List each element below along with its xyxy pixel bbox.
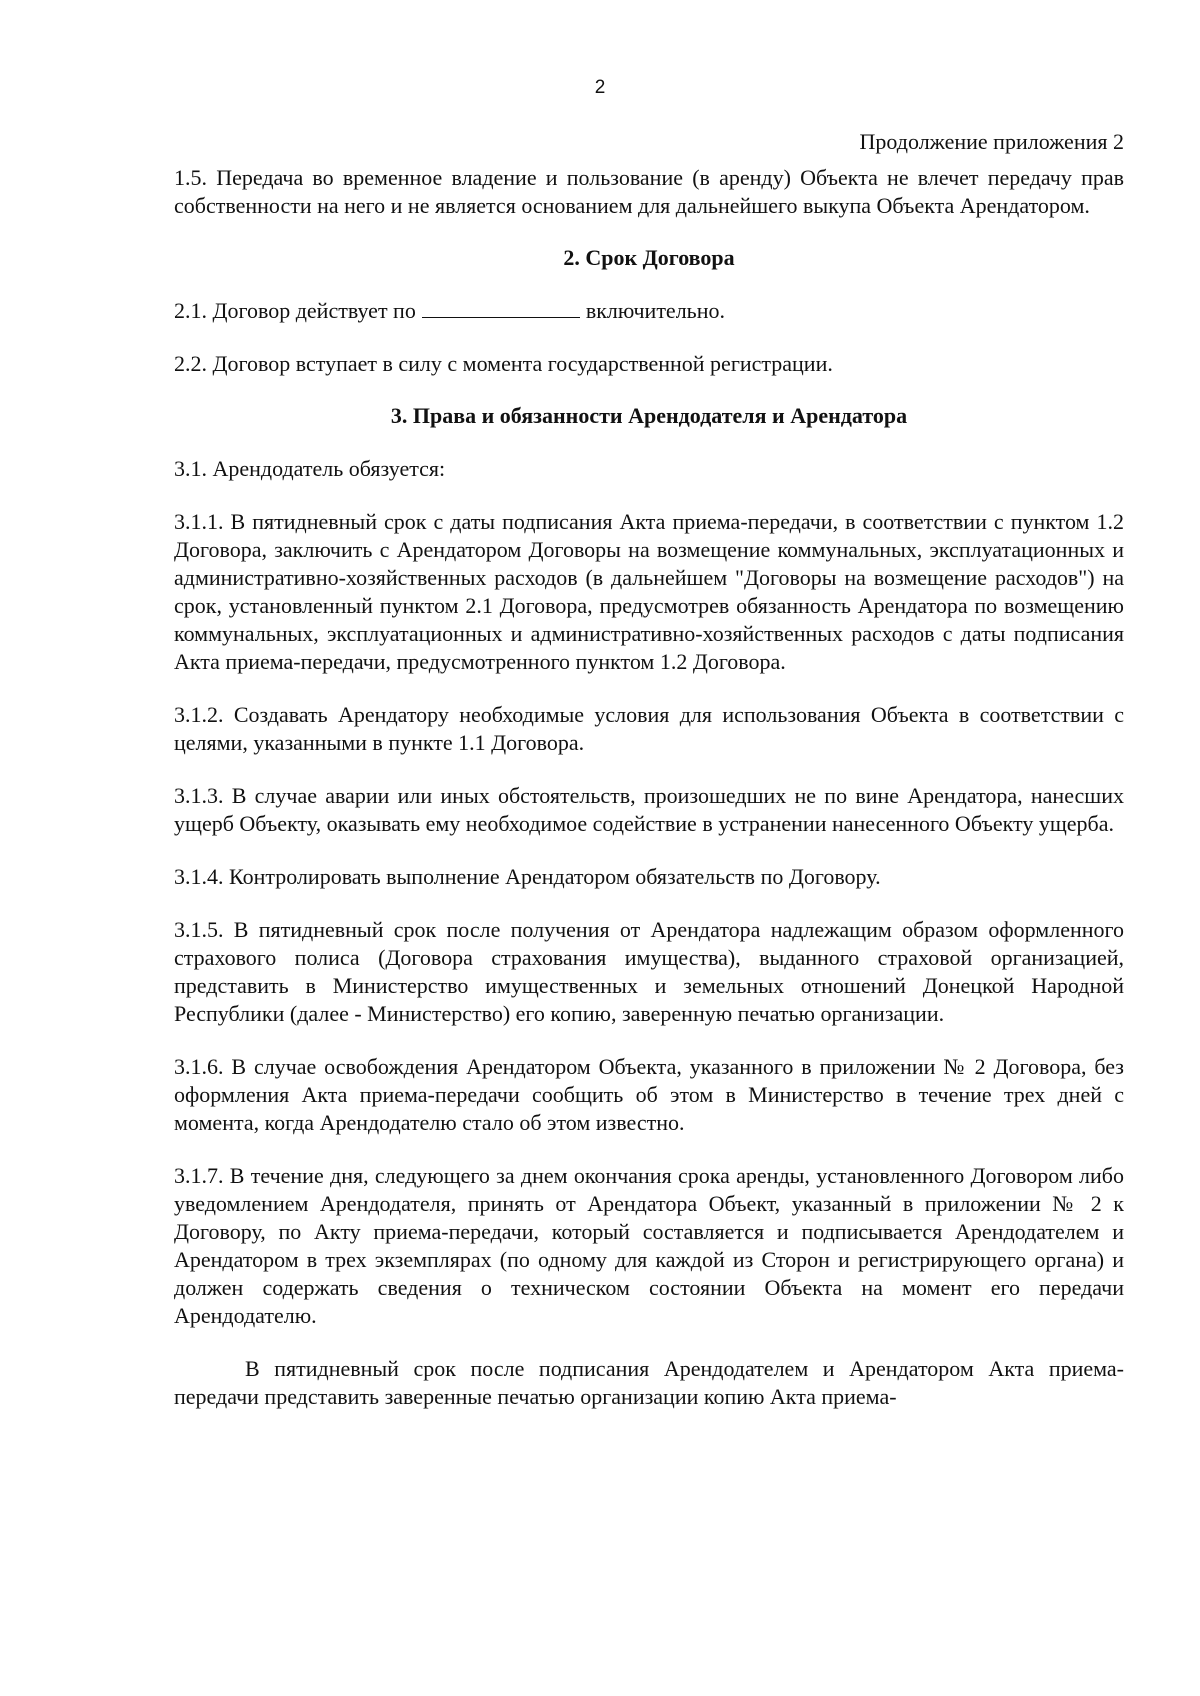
clause-1-5: 1.5. Передача во временное владение и пользование (в аренду) Объекта не влечет передачу прав собственности на него и не является основанием для дальнейшего выкупа Объекта Арендатором.	[174, 165, 1124, 218]
section-2-heading: 2. Срок Договора	[563, 245, 735, 270]
clause-2-1	[174, 297, 1124, 325]
clause-2-2: 2.2. Договор вступает в силу с момента государственной регистрации.	[174, 351, 833, 376]
clause-2-1-suffix: включительно.	[585, 298, 725, 323]
page-number: 2	[594, 77, 606, 98]
clause-3-1-1: 3.1.1. В пятидневный срок с даты подписания Акта приема-передачи, в соответствии с пунктом 1.2 Договора, заключить с Арендатором Договоры на возмещение коммунальных, эксплуатационных и административно-хозяйственных расходов (в дальнейшем "Договоры на возмещение расходов") на срок, установленный пунктом 2.1 Договора, предусмотрев обязанность Арендатора по возмещению коммунальных, эксплуатационных и административно-хозяйственных расходов с даты подписания Акта приема-передачи, предусмотренного пунктом 1.2 Договора.	[174, 509, 1124, 674]
clause-3-1-7-continuation: В пятидневный срок после подписания Арендодателем и Арендатором Акта приема-передачи представить заверенные печатью организации копию Акта приема-	[174, 1356, 1124, 1409]
clause-3-1-7: 3.1.7. В течение дня, следующего за днем окончания срока аренды, установленного Договором либо уведомлением Арендодателя, принять от Арендатора Объект, указанный в приложении № 2 к Договору, по Акту приема-передачи, который составляется и подписывается Арендодателем и Арендатором в трех экземплярах (по одному для каждой из Сторон и регистрирующего органа) и должен содержать сведения о техническом состоянии Объекта на момент его передачи Арендодателю.	[174, 1163, 1124, 1328]
clause-3-1-6: 3.1.6. В случае освобождения Арендатором Объекта, указанного в приложении № 2 Договора, без оформления Акта приема-передачи сообщить об этом в Министерство в течение трех дней с момента, когда Арендодателю стало об этом известно.	[174, 1054, 1124, 1135]
clause-3-1-5: 3.1.5. В пятидневный срок после получения от Арендатора надлежащим образом оформленного страхового полиса (Договора страхования имущества), выданного страховой организацией, представить в Министерство имущественных и земельных отношений Донецкой Народной Республики (далее - Министерство) его копию, заверенную печатью организации.	[174, 917, 1124, 1026]
clause-3-1-3: 3.1.3. В случае аварии или иных обстоятельств, произошедших не по вине Арендатора, нанесших ущерб Объекту, оказывать ему необходимое содействие в устранении нанесенного Объекту ущерба.	[174, 783, 1124, 836]
clause-3-1-4: 3.1.4. Контролировать выполнение Арендатором обязательств по Договору.	[174, 864, 881, 889]
section-3-heading: 3. Права и обязанности Арендодателя и Арендатора	[390, 403, 908, 428]
document-body	[174, 128, 1124, 1411]
clause-3-1-2: 3.1.2. Создавать Арендатору необходимые условия для использования Объекта в соответствии с целями, указанными в пункте 1.1 Договора.	[174, 702, 1124, 755]
term-end-date-blank	[422, 297, 580, 318]
clause-3-1: 3.1. Арендодатель обязуется:	[174, 456, 446, 481]
appendix-continuation-label: Продолжение приложения 2	[859, 129, 1124, 154]
clause-2-1-text: 2.1. Договор действует по	[174, 298, 416, 323]
